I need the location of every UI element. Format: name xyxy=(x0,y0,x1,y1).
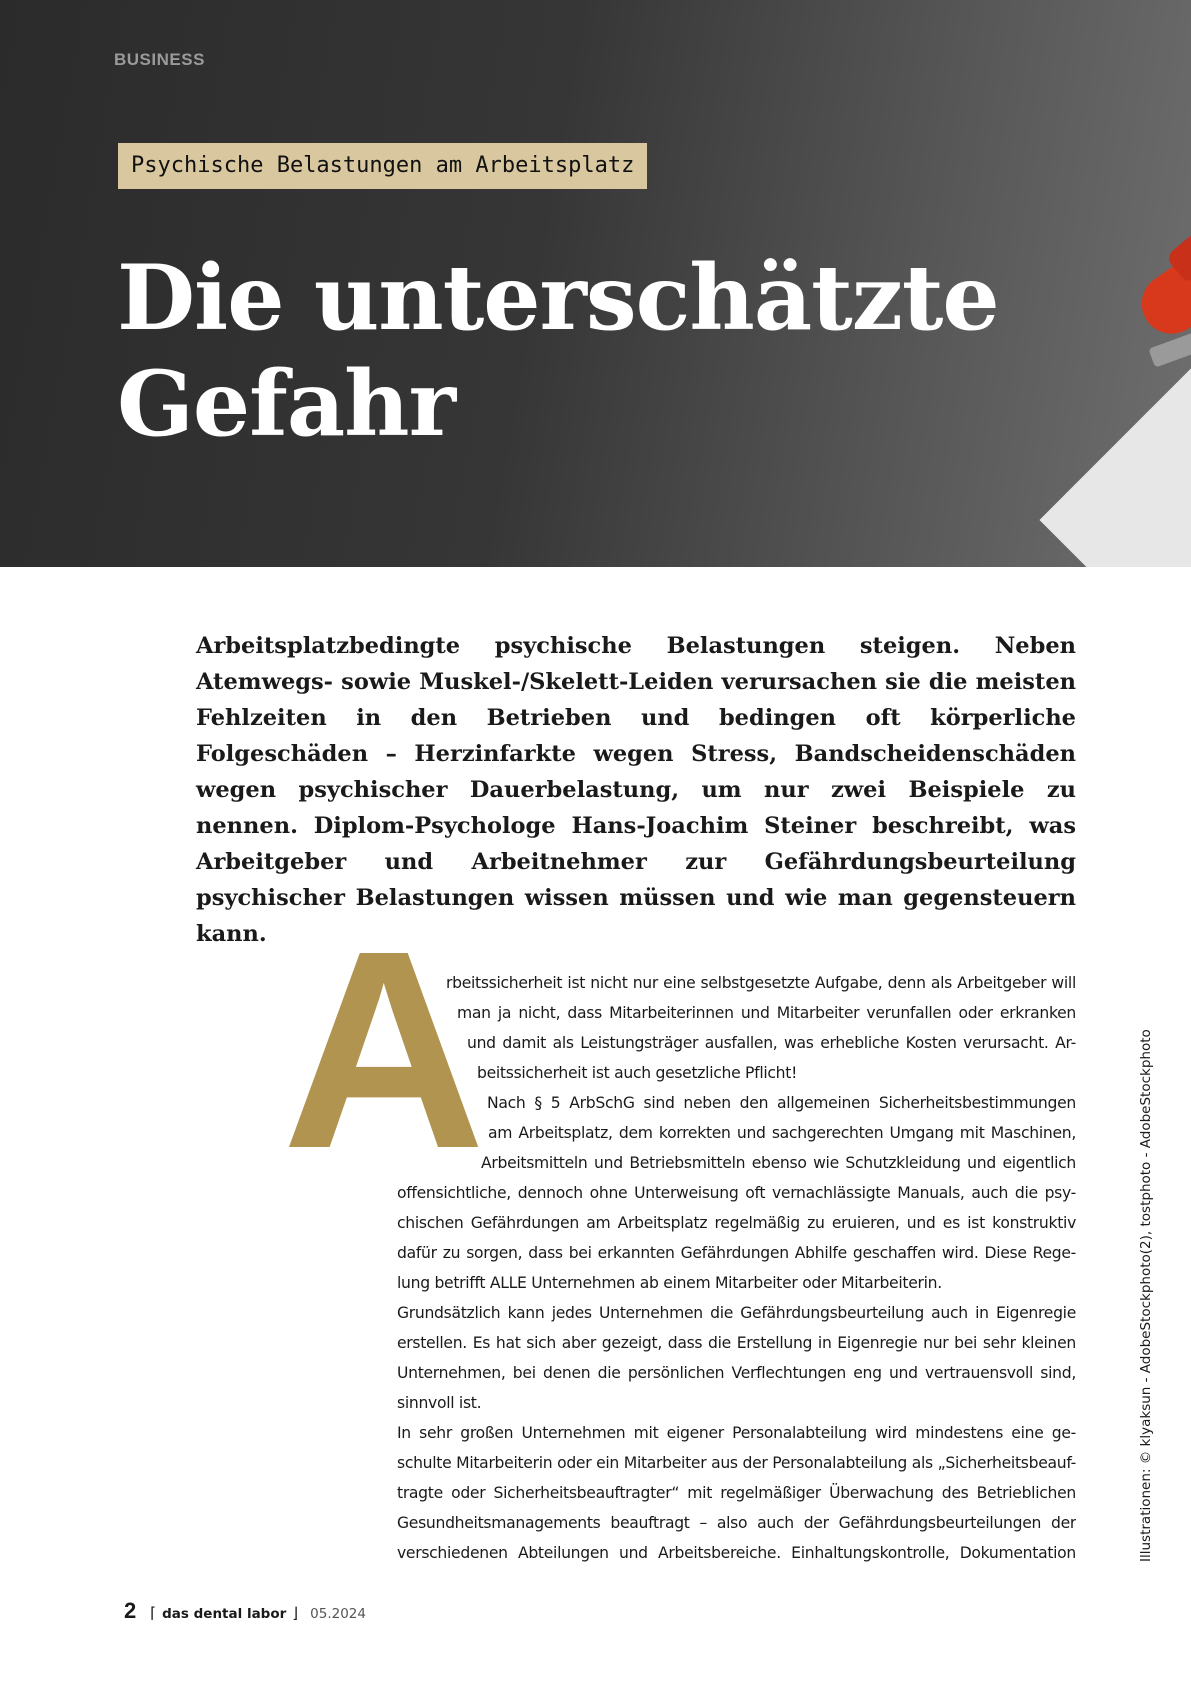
body-line: tragte oder Sicherheitsbeauftragter“ mit regelmäßiger Überwachung des Betrieblichen xyxy=(397,1484,1076,1502)
body-line: Grundsätzlich kann jedes Unternehmen die Gefährdungsbeurteilung auch in Eigenregie xyxy=(397,1304,1076,1322)
section-label: BUSINESS xyxy=(114,50,205,69)
body-line: lung betrifft ALLE Unternehmen ab einem Mitarbeiter oder Mitarbeiterin. xyxy=(397,1274,942,1292)
body-line: offensichtliche, dennoch ohne Unterweisung oft vernachlässigte Manuals, auch die psy- xyxy=(397,1184,1076,1202)
issue-date: 05.2024 xyxy=(310,1606,366,1622)
hero-illustration-grey-object xyxy=(1148,328,1191,367)
headline-line-1: Die unterschätzte xyxy=(117,245,999,351)
drop-cap: A xyxy=(282,892,486,1207)
magazine-title: das dental labor xyxy=(162,1606,287,1622)
page-number: 2 xyxy=(124,1598,137,1623)
body-line: am Arbeitsplatz, dem korrekten und sachgerechten Umgang mit Maschinen, xyxy=(488,1124,1076,1142)
image-credit: Illustrationen: © klyaksun - AdobeStockphoto(2), tostphoto - AdobeStockphoto xyxy=(1138,1029,1154,1562)
headline-line-2: Gefahr xyxy=(117,351,456,457)
body-line: man ja nicht, dass Mitarbeiterinnen und Mitarbeiter verunfallen oder erkranken xyxy=(457,1004,1076,1022)
body-line: Arbeitsmitteln und Betriebsmitteln ebenso wie Schutzkleidung und eigentlich xyxy=(481,1154,1076,1172)
body-line: verschiedenen Abteilungen und Arbeitsbereiche. Einhaltungskontrolle, Dokumentation xyxy=(397,1544,1076,1562)
body-line: erstellen. Es hat sich aber gezeigt, dass die Erstellung in Eigenregie nur bei sehr kleinen xyxy=(397,1334,1076,1352)
bracket-close-icon: ⌋ xyxy=(292,1604,299,1622)
body-line: rbeitssicherheit ist nicht nur eine selbstgesetzte Aufgabe, denn als Arbeitgeber will xyxy=(446,974,1076,992)
body-line: Gesundheitsmanagements beauftragt – also auch der Gefährdungsbeurteilungen der xyxy=(397,1514,1076,1532)
article-lead: Arbeitsplatzbedingte psychische Belastungen steigen. Neben Atemwegs- sowie Muskel-/Skelett-Leiden verursachen sie die meisten Fehlzeiten in den Betrieben und bedingen oft körperliche Folgeschäden – Herzinfarkte wegen Stress, Bandscheidenschäden wegen psychischer Dauerbelastung, um nur zwei Beispiele zu nennen. Diplom-Psychologe Hans-Joachim Steiner beschreibt, was Arbeitgeber und Arbeitnehmer zur Gefährdungsbeurteilung psychischer Belastungen wissen müssen und wie man gegensteuern kann. xyxy=(196,633,1076,947)
article-headline xyxy=(117,245,1117,457)
body-line: Nach § 5 ArbSchG sind neben den allgemeinen Sicherheitsbestimmungen xyxy=(487,1094,1076,1112)
body-line: dafür zu sorgen, dass bei erkannten Gefährdungen Abhilfe geschaffen wird. Diese Rege- xyxy=(397,1244,1076,1262)
body-line: In sehr großen Unternehmen mit eigener Personalabteilung wird mindestens eine ge- xyxy=(397,1424,1076,1442)
article-kicker: Psychische Belastungen am Arbeitsplatz xyxy=(118,143,647,189)
body-line: beitssicherheit ist auch gesetzliche Pflicht! xyxy=(477,1064,798,1082)
body-line: sinnvoll ist. xyxy=(397,1394,482,1412)
body-line: und damit als Leistungsträger ausfallen, was erhebliche Kosten verursacht. Ar- xyxy=(467,1034,1076,1052)
body-line: Unternehmen, bei denen die persönlichen Verflechtungen eng und vertrauensvoll sind, xyxy=(397,1364,1076,1382)
body-line: schulte Mitarbeiterin oder ein Mitarbeiter aus der Personalabteilung als „Sicherheitsbeauf- xyxy=(397,1454,1076,1472)
body-line: chischen Gefährdungen am Arbeitsplatz regelmäßig zu eruieren, und es ist konstruktiv xyxy=(397,1214,1076,1232)
page-footer xyxy=(124,1598,366,1628)
bracket-open-icon: ⌈ xyxy=(150,1604,157,1622)
